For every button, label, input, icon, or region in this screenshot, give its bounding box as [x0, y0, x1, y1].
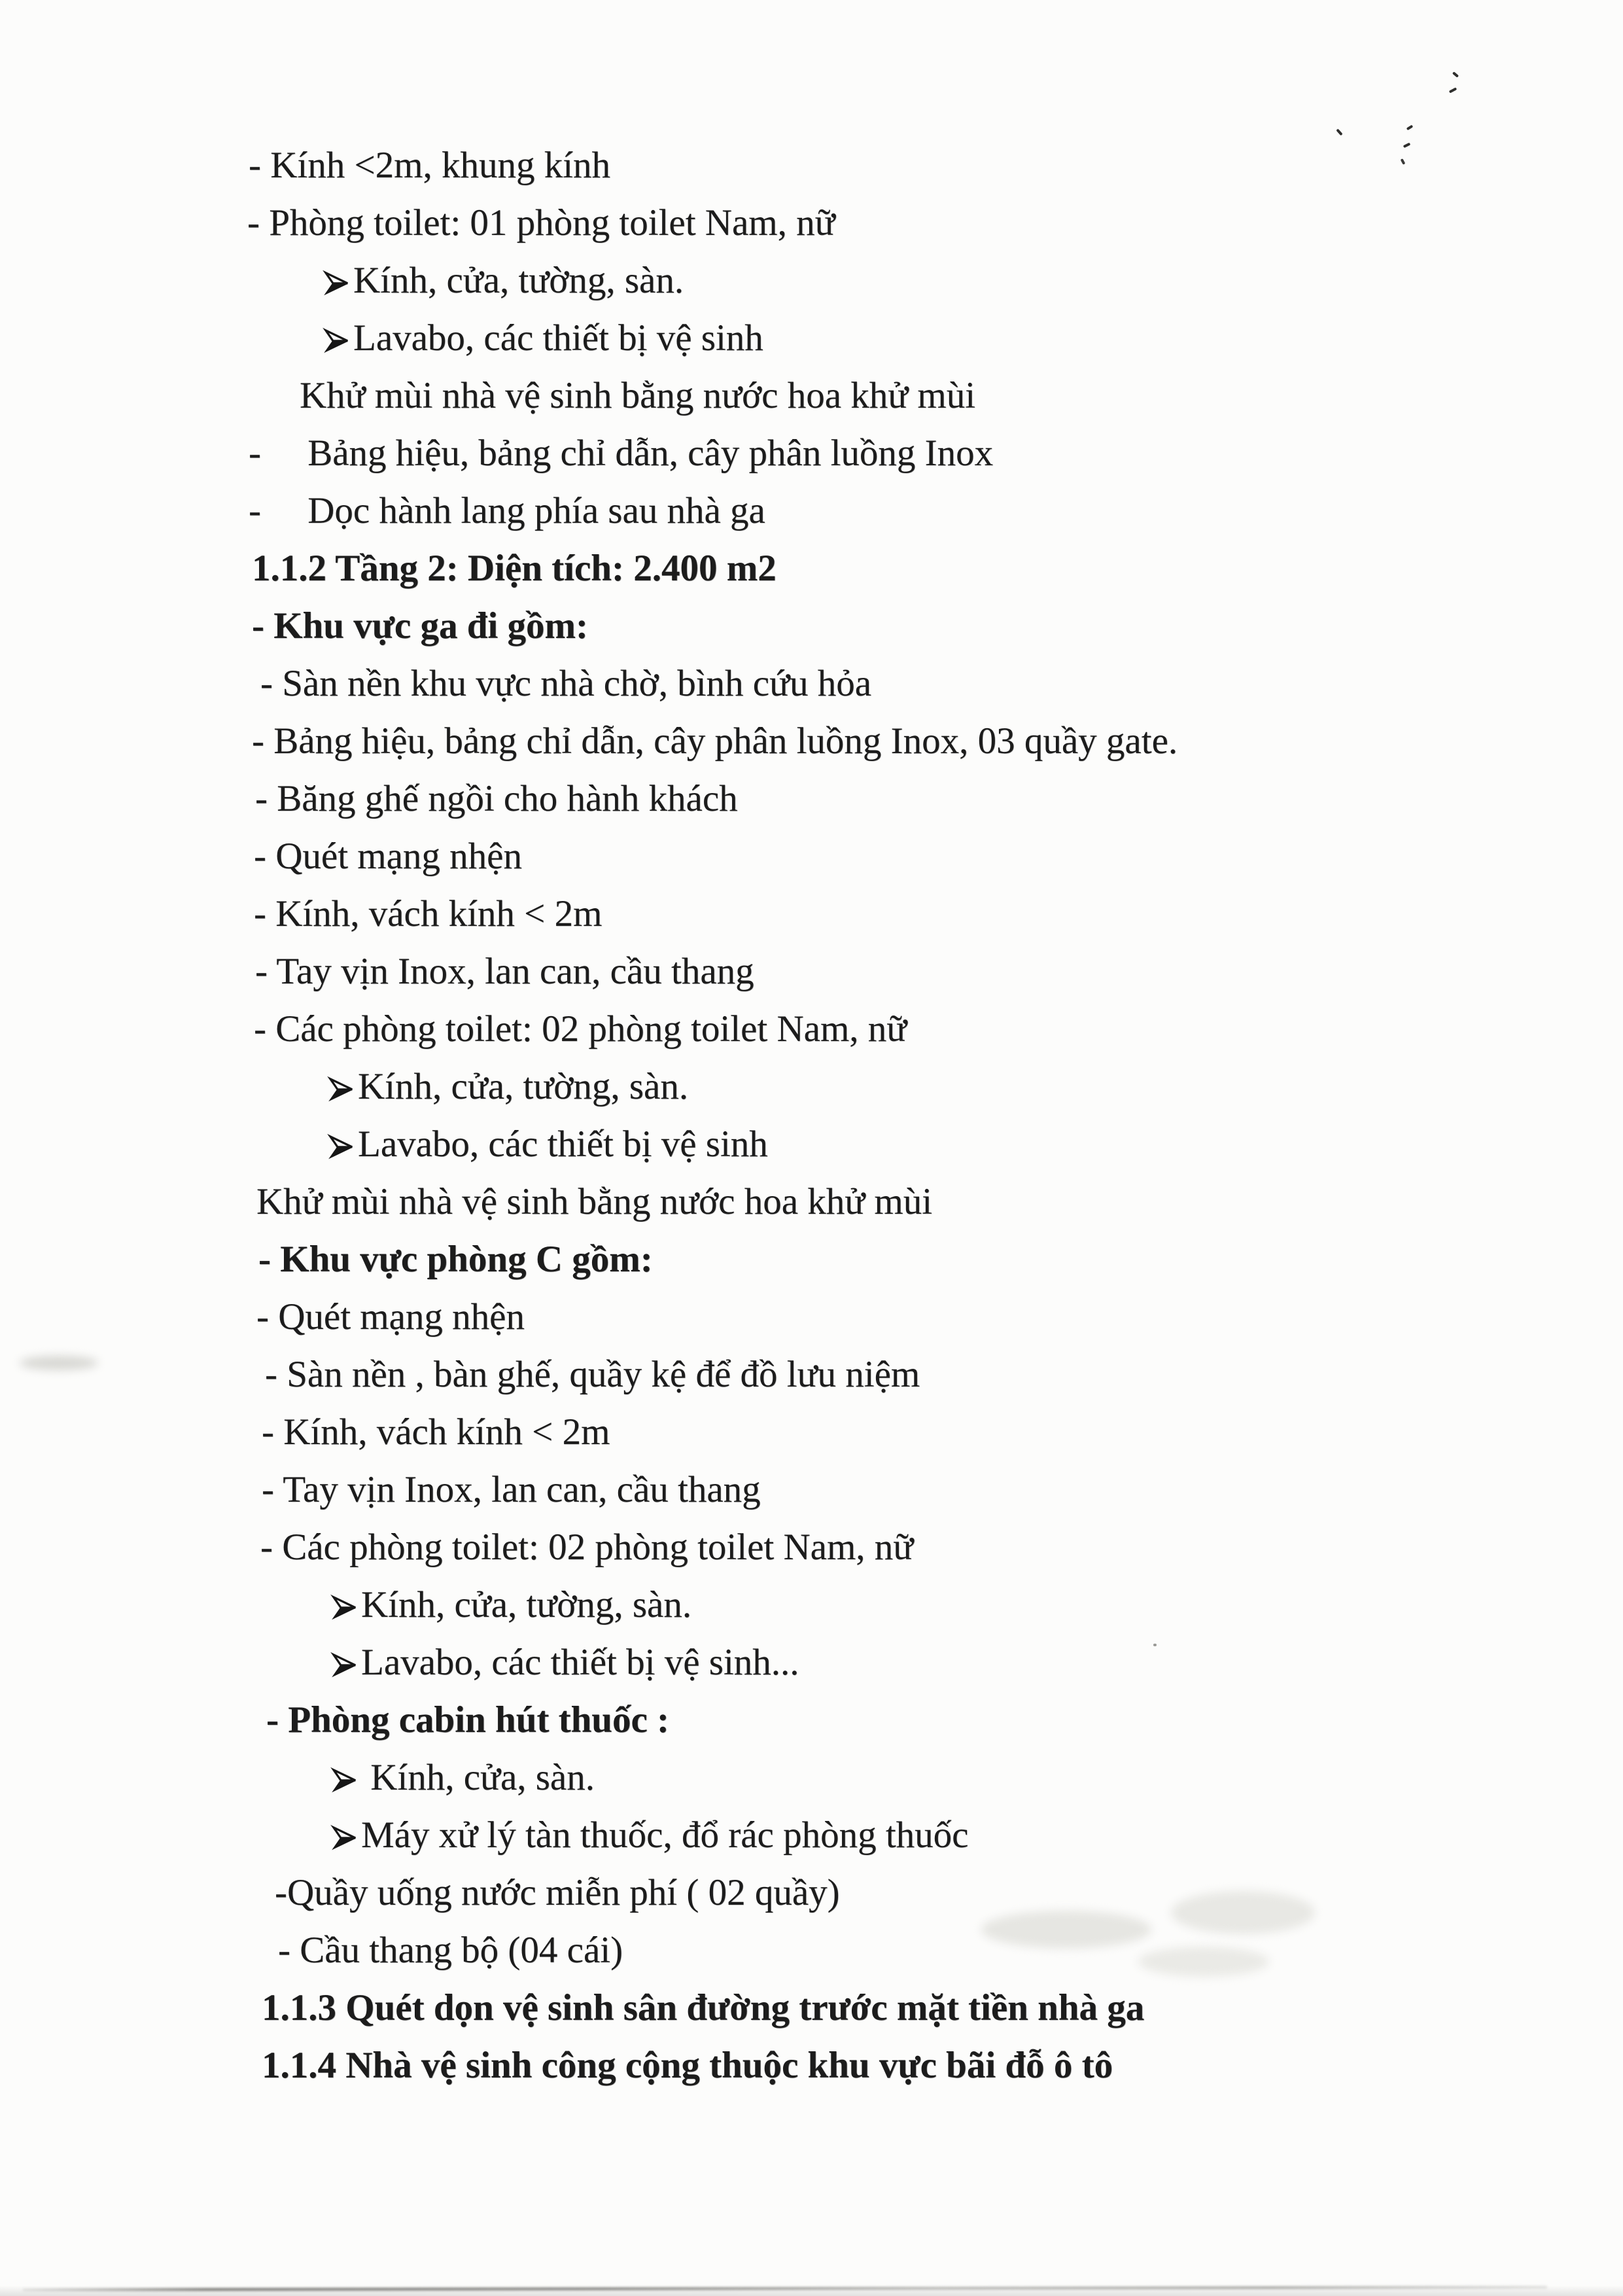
line-text: - Sàn nền khu vực nhà chờ, bình cứu hỏa — [260, 663, 872, 704]
text-line — [0, 137, 1623, 194]
text-line — [0, 1231, 1623, 1288]
line-text: - Các phòng toilet: 02 phòng toilet Nam, nữ — [260, 1527, 914, 1568]
text-line — [0, 943, 1623, 1000]
line-text: - Bảng hiệu, bảng chỉ dẫn, cây phân luồng Inox, 03 quầy gate. — [252, 720, 1178, 762]
bullet-line — [0, 1749, 1623, 1807]
arrowhead-glyph — [323, 270, 350, 297]
line-text: - Khu vực ga đi gồm: — [252, 605, 588, 646]
arrowhead-glyph — [330, 1767, 358, 1794]
arrow-bullet-icon — [330, 1594, 358, 1621]
line-text: - Quét mạng nhện — [254, 836, 522, 877]
scan-speckle — [1153, 1644, 1157, 1646]
text-line — [0, 1691, 1623, 1749]
arrow-bullet-icon — [323, 327, 350, 355]
line-text: Kính, cửa, tường, sàn. — [353, 260, 684, 301]
line-text: - Dọc hành lang phía sau nhà ga — [249, 490, 765, 531]
scan-smudge — [1138, 1947, 1269, 1977]
arrow-bullet-icon — [323, 270, 350, 297]
text-line — [0, 1346, 1623, 1404]
line-text: - Băng ghế ngồi cho hành khách — [255, 778, 738, 819]
arrowhead-glyph — [330, 1824, 358, 1852]
arrow-bullet-icon — [327, 1076, 355, 1103]
line-text: Máy xử lý tàn thuốc, đổ rác phòng thuốc — [361, 1814, 969, 1856]
line-text: - Cầu thang bộ (04 cái) — [278, 1930, 623, 1971]
text-line — [0, 1288, 1623, 1346]
text-line — [0, 2037, 1623, 2094]
text-line — [0, 1000, 1623, 1058]
arrow-bullet-icon — [330, 1767, 358, 1794]
line-text: Kính, cửa, tường, sàn. — [361, 1584, 692, 1625]
arrow-bullet-icon — [330, 1651, 358, 1679]
text-line — [0, 540, 1623, 597]
scan-smudge — [1171, 1891, 1315, 1934]
text-line — [0, 1922, 1623, 1979]
scan-smudge — [1112, 1751, 1236, 1782]
bullet-line — [0, 1807, 1623, 1864]
scan-smudge — [20, 1356, 98, 1370]
line-text: Khử mùi nhà vệ sinh bằng nước hoa khử mùi — [300, 375, 976, 416]
text-line — [0, 770, 1623, 828]
arrowhead-glyph — [327, 1076, 355, 1103]
bullet-line — [0, 309, 1623, 367]
line-text: Lavabo, các thiết bị vệ sinh... — [361, 1642, 799, 1683]
text-line — [0, 828, 1623, 885]
bullet-line — [0, 1116, 1623, 1173]
text-line — [0, 425, 1623, 482]
text-line — [0, 367, 1623, 425]
line-text: - Bảng hiệu, bảng chỉ dẫn, cây phân luồng Inox — [249, 433, 994, 474]
text-line — [0, 482, 1623, 540]
text-line — [0, 885, 1623, 943]
line-text: 1.1.4 Nhà vệ sinh công cộng thuộc khu vực bãi đỗ ô tô — [262, 2045, 1113, 2086]
line-text: -Quầy uống nước miễn phí ( 02 quầy) — [275, 1872, 840, 1913]
line-text: - Tay vịn Inox, lan can, cầu thang — [262, 1469, 761, 1510]
arrowhead-glyph — [323, 327, 350, 355]
text-line — [0, 1173, 1623, 1231]
line-text: Lavabo, các thiết bị vệ sinh — [353, 317, 763, 359]
line-text: - Tay vịn Inox, lan can, cầu thang — [255, 951, 754, 992]
bullet-line — [0, 1576, 1623, 1634]
line-text: - Kính, vách kính < 2m — [254, 893, 602, 934]
line-text: Khử mùi nhà vệ sinh bằng nước hoa khử mùi — [256, 1181, 933, 1222]
arrow-bullet-icon — [327, 1133, 355, 1161]
text-line — [0, 194, 1623, 252]
line-text: Kính, cửa, tường, sàn. — [358, 1066, 689, 1107]
arrowhead-glyph — [330, 1651, 358, 1679]
line-text: - Sàn nền , bàn ghế, quầy kệ để đồ lưu niệm — [265, 1354, 920, 1395]
text-line — [0, 597, 1623, 655]
arrow-bullet-icon — [330, 1824, 358, 1852]
line-text: - Quét mạng nhện — [256, 1296, 525, 1337]
text-line — [0, 1404, 1623, 1461]
text-line — [0, 713, 1623, 770]
line-text: 1.1.3 Quét dọn vệ sinh sân đường trước mặt tiền nhà ga — [262, 1987, 1145, 2028]
bullet-line — [0, 252, 1623, 309]
line-text: - Phòng toilet: 01 phòng toilet Nam, nữ — [247, 202, 835, 243]
line-text: - Các phòng toilet: 02 phòng toilet Nam, nữ — [254, 1008, 907, 1050]
line-text: Kính, cửa, sàn. — [361, 1757, 595, 1798]
text-line — [0, 1864, 1623, 1922]
arrowhead-glyph — [330, 1594, 358, 1621]
line-text: - Phòng cabin hút thuốc : — [266, 1699, 670, 1740]
line-text: 1.1.2 Tầng 2: Diện tích: 2.400 m2 — [252, 548, 777, 589]
text-line — [0, 1461, 1623, 1519]
line-text: - Kính, vách kính < 2m — [262, 1411, 610, 1453]
bullet-line — [0, 1058, 1623, 1116]
scan-bottom-edge — [0, 2286, 1623, 2296]
line-text: Lavabo, các thiết bị vệ sinh — [358, 1123, 768, 1165]
line-text: - Kính <2m, khung kính — [249, 145, 611, 186]
arrowhead-glyph — [327, 1133, 355, 1161]
text-line — [0, 1979, 1623, 2037]
line-text: - Khu vực phòng C gồm: — [258, 1239, 653, 1280]
text-line — [0, 1519, 1623, 1576]
text-line — [0, 655, 1623, 713]
bullet-line — [0, 1634, 1623, 1691]
scan-smudge — [981, 1911, 1151, 1949]
